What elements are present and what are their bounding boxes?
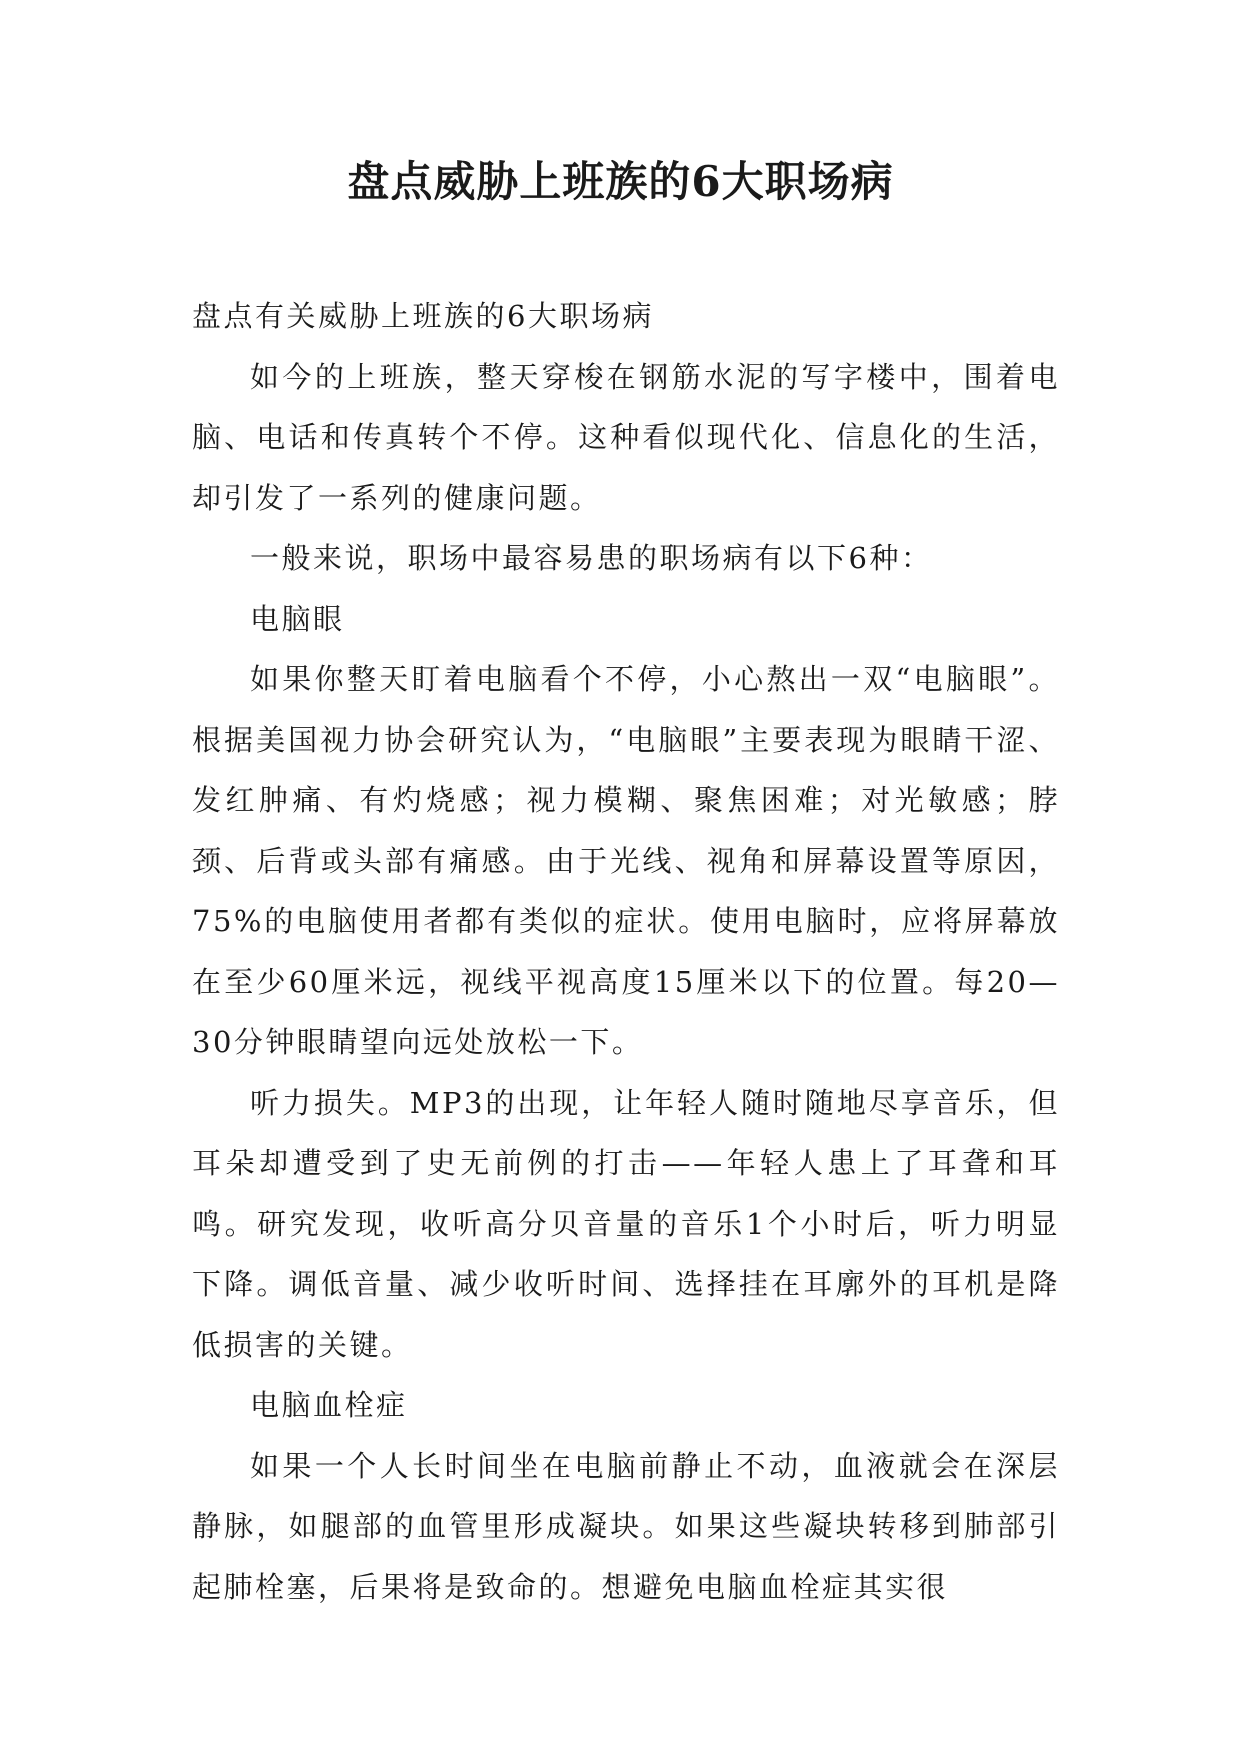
document-title: 盘点威胁上班族的6大职场病 — [347, 157, 894, 206]
summary-paragraph: 一般来说，职场中最容易患的职场病有以下6种： — [250, 541, 933, 575]
document-body — [192, 286, 1060, 1617]
subtitle-paragraph: 盘点有关威胁上班族的6大职场病 — [192, 299, 654, 333]
section-heading-thrombosis: 电脑血栓症 — [250, 1388, 408, 1422]
hearing-loss-paragraph: 听力损失。MP3的出现，让年轻人随时随地尽享音乐，但耳朵却遭受到了史无前例的打击——年轻人患上了耳聋和耳鸣。研究发现，收听高分贝音量的音乐1个小时后，听力明显下降。调低音量、减少收听时间、选择挂在耳廓外的耳机是降低损害的关键。 — [192, 1085, 1060, 1362]
intro-paragraph: 如今的上班族，整天穿梭在钢筋水泥的写字楼中，围着电脑、电话和传真转个不停。这种看似现代化、信息化的生活，却引发了一系列的健康问题。 — [192, 359, 1060, 515]
computer-eye-paragraph: 如果你整天盯着电脑看个不停，小心熬出一双“电脑眼”。根据美国视力协会研究认为，“电脑眼”主要表现为眼睛干涩、发红肿痛、有灼烧感；视力模糊、聚焦困难；对光敏感；脖颈、后背或头部有痛感。由于光线、视角和屏幕设置等原因，75%的电脑使用者都有类似的症状。使用电脑时，应将屏幕放在至少60厘米远，视线平视高度15厘米以下的位置。每20—30分钟眼睛望向远处放松一下。 — [192, 662, 1060, 1059]
section-heading-computer-eye: 电脑眼 — [250, 601, 345, 636]
thrombosis-paragraph: 如果一个人长时间坐在电脑前静止不动，血液就会在深层静脉，如腿部的血管里形成凝块。如果这些凝块转移到肺部引起肺栓塞，后果将是致命的。想避免电脑血栓症其实很 — [192, 1448, 1060, 1604]
